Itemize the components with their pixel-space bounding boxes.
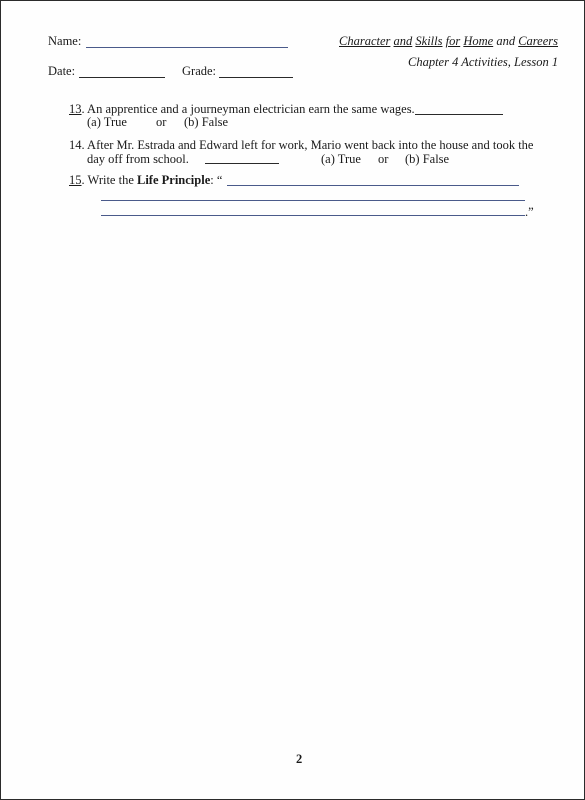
page-number: 2	[296, 752, 303, 766]
name-field[interactable]	[86, 47, 288, 48]
title-word: Home	[463, 34, 494, 48]
life-principle-line-1[interactable]	[227, 185, 519, 186]
option-false[interactable]: (b) False	[405, 152, 450, 166]
date-field[interactable]	[79, 77, 165, 78]
life-principle-line-2[interactable]	[101, 200, 525, 201]
life-principle-label: Life Principle	[137, 173, 211, 187]
question-text: . An apprentice and a journeyman electrician earn the same wages.	[81, 102, 415, 116]
title-word: Careers	[518, 34, 559, 48]
option-or: or	[156, 115, 167, 129]
title-word: and	[496, 34, 516, 48]
question-number: 14	[69, 138, 82, 152]
option-true[interactable]: (a) True	[321, 152, 361, 166]
option-true[interactable]: (a) True	[87, 115, 127, 129]
title-word: for	[445, 34, 461, 48]
question-text-cont: day off from school.	[87, 152, 189, 166]
grade-label: Grade:	[182, 64, 217, 78]
option-or: or	[378, 152, 389, 166]
title-word: and	[393, 34, 413, 48]
question-text: . Write the	[81, 173, 137, 187]
title-word: Character	[339, 34, 391, 48]
grade-field[interactable]	[219, 77, 293, 78]
closing-quote: .”	[525, 205, 534, 219]
question-15	[69, 173, 222, 188]
chapter-subtitle: Chapter 4 Activities, Lesson 1	[408, 55, 559, 69]
course-title	[339, 34, 558, 49]
question-text: . After Mr. Estrada and Edward left for work, Mario went back into the house and took the	[81, 138, 534, 152]
life-principle-line-3[interactable]	[101, 215, 525, 216]
question-14	[69, 138, 533, 153]
option-false[interactable]: (b) False	[184, 115, 229, 129]
name-label: Name:	[48, 34, 82, 48]
answer-field-13[interactable]	[415, 114, 503, 115]
question-text: : “	[210, 173, 223, 187]
question-number: 13	[69, 102, 82, 116]
date-label: Date:	[48, 64, 76, 78]
question-number: 15	[69, 173, 82, 187]
answer-field-14[interactable]	[205, 163, 279, 164]
title-word: Skills	[415, 34, 443, 48]
